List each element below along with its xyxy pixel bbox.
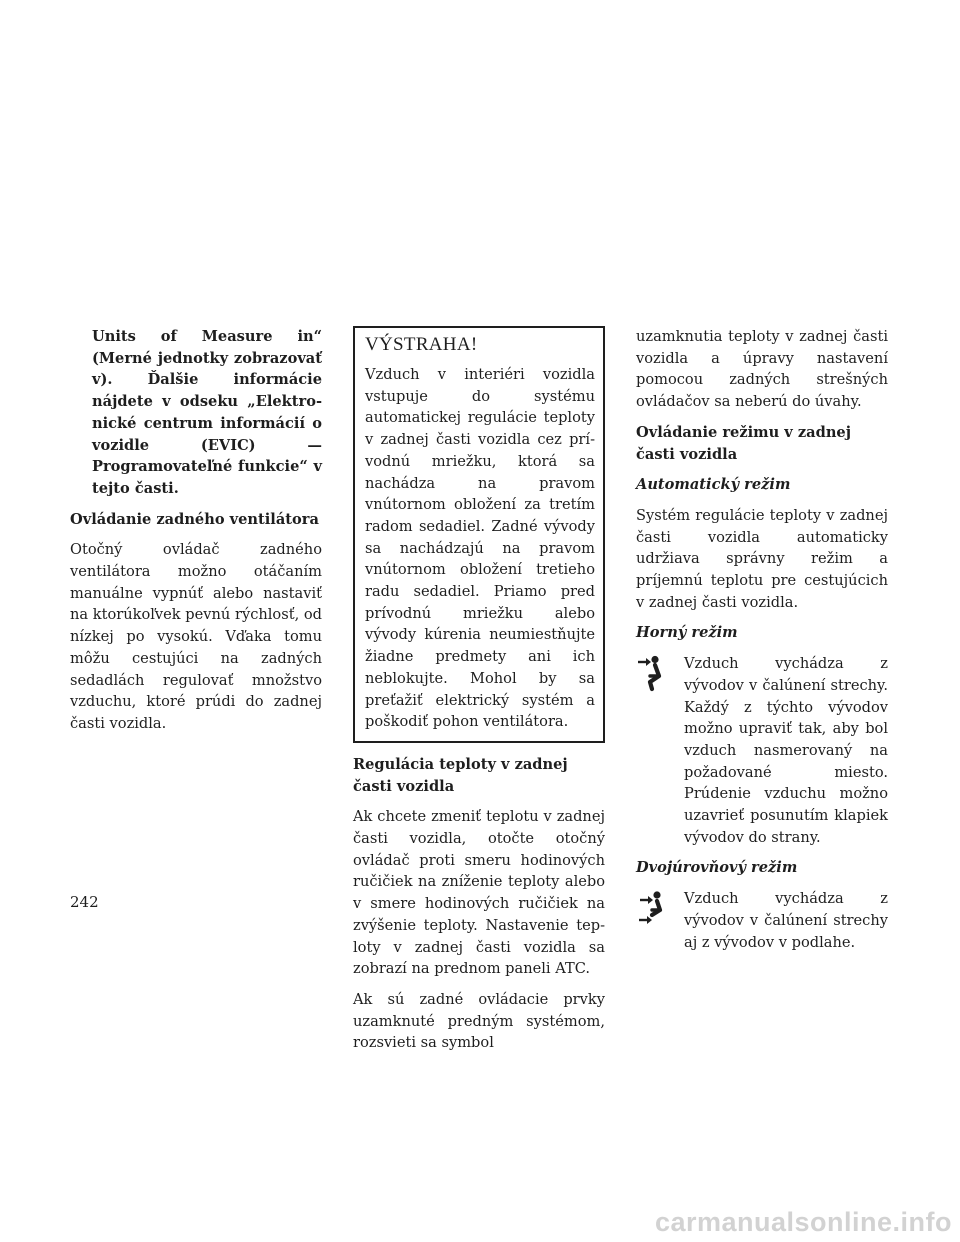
mode-heading: Ovládanie režimu v zadnej časti vozidla xyxy=(636,423,851,463)
warning-text: Vzduch v interiéri vozidla vstupuje do systému automatickej regulácie teploty v zadnej časti vozidla cez prívodnú mriežku, ktorá sa nachádza na pravom vnútornom obložení za tretím radom sedadiel. Zadné vývody sa nachádzajú na pravom vnútornom obložení tretieho radu sedadiel. Priamo pred prívodnú mriežku alebo vývody kúrenia neumiestňujte žiadne predmety ani ich neblokujte. Mohol by sa preťažiť elektrický systém a poškodiť pohon ventilátora. xyxy=(365,366,595,731)
page-number: 242 xyxy=(70,893,99,911)
upper-mode-heading: Horný režim xyxy=(636,624,738,642)
bilevel-mode-heading: Dvojúrovňový režim xyxy=(636,859,798,877)
middle-column xyxy=(353,326,605,1063)
bilevel-mode-text: Vzduch vychádza z vývodov v čalúnení strechy aj z vývodov v podlahe. xyxy=(684,890,888,951)
auto-mode-heading: Automatický režim xyxy=(636,476,791,494)
bilevel-mode-icon xyxy=(636,890,682,930)
warning-box xyxy=(353,326,605,743)
bilevel-mode-block xyxy=(636,888,888,953)
upper-mode-block xyxy=(636,653,888,848)
auto-mode-text: Systém regulácie teploty v zadnej časti vozidla automaticky udržiava správny režim a príjemnú teplotu pre cestujúcich v zadnej časti vozidla. xyxy=(636,506,888,611)
right-column xyxy=(636,326,888,962)
left-column xyxy=(70,326,322,744)
rear-fan-heading: Ovládanie zadného ventilátora xyxy=(70,510,319,528)
panel-mode-icon xyxy=(636,655,682,695)
watermark: carmanualsonline.info xyxy=(654,1207,952,1237)
warning-title: VÝSTRAHA! xyxy=(365,334,478,355)
rear-fan-text: Otočný ovládač zadného ventilátora možno otáčaním manuálne vypnúť alebo nastaviť na ktorúkoľvek pevnú rýchlosť, od nízkej po vysokú. Vďaka tomu môžu cestujúci na zadných sedadlách regulovať množstvo vzduchu, ktoré prúdi do zadnej časti vozidla. xyxy=(70,541,322,732)
temperature-heading: Regulácia teploty v zadnej časti vozidla xyxy=(353,755,568,795)
temperature-text-2: Ak sú zadné ovládacie prvky uzamknuté predným systémom, rozsvieti sa symbol xyxy=(353,990,605,1052)
temperature-text-1: Ak chcete zmeniť teplotu v zadnej časti vozidla, otočte otočný ovládač proti smeru hodinových ručičiek na zníženie teploty alebo v smere hodinových ručičiek na zvýšenie teploty. Nastavenie teploty v zadnej časti vozidla sa zobrazí na prednom paneli ATC. xyxy=(353,808,605,978)
continued-note: Units of Measure in“ (Merné jednotky zobrazovať v). Ďalšie informácie nájdete v odseku „Elektronické centrum informácií o vozidle (EVIC) — Programovateľné funkcie“ v tejto časti. xyxy=(92,328,322,497)
lock-text: uzamknutia teploty v zadnej časti vozidla a úpravy nastavení pomocou zadných strešných ovládačov sa neberú do úvahy. xyxy=(636,328,888,411)
upper-mode-text: Vzduch vychádza z vývodov v čalúnení strechy. Každý z týchto vývodov možno upraviť tak, aby bol vzduch nasmerovaný na požadované miesto. Prúdenie vzduchu možno uzavrieť posunutím klapiek vývodov do strany. xyxy=(684,655,888,846)
